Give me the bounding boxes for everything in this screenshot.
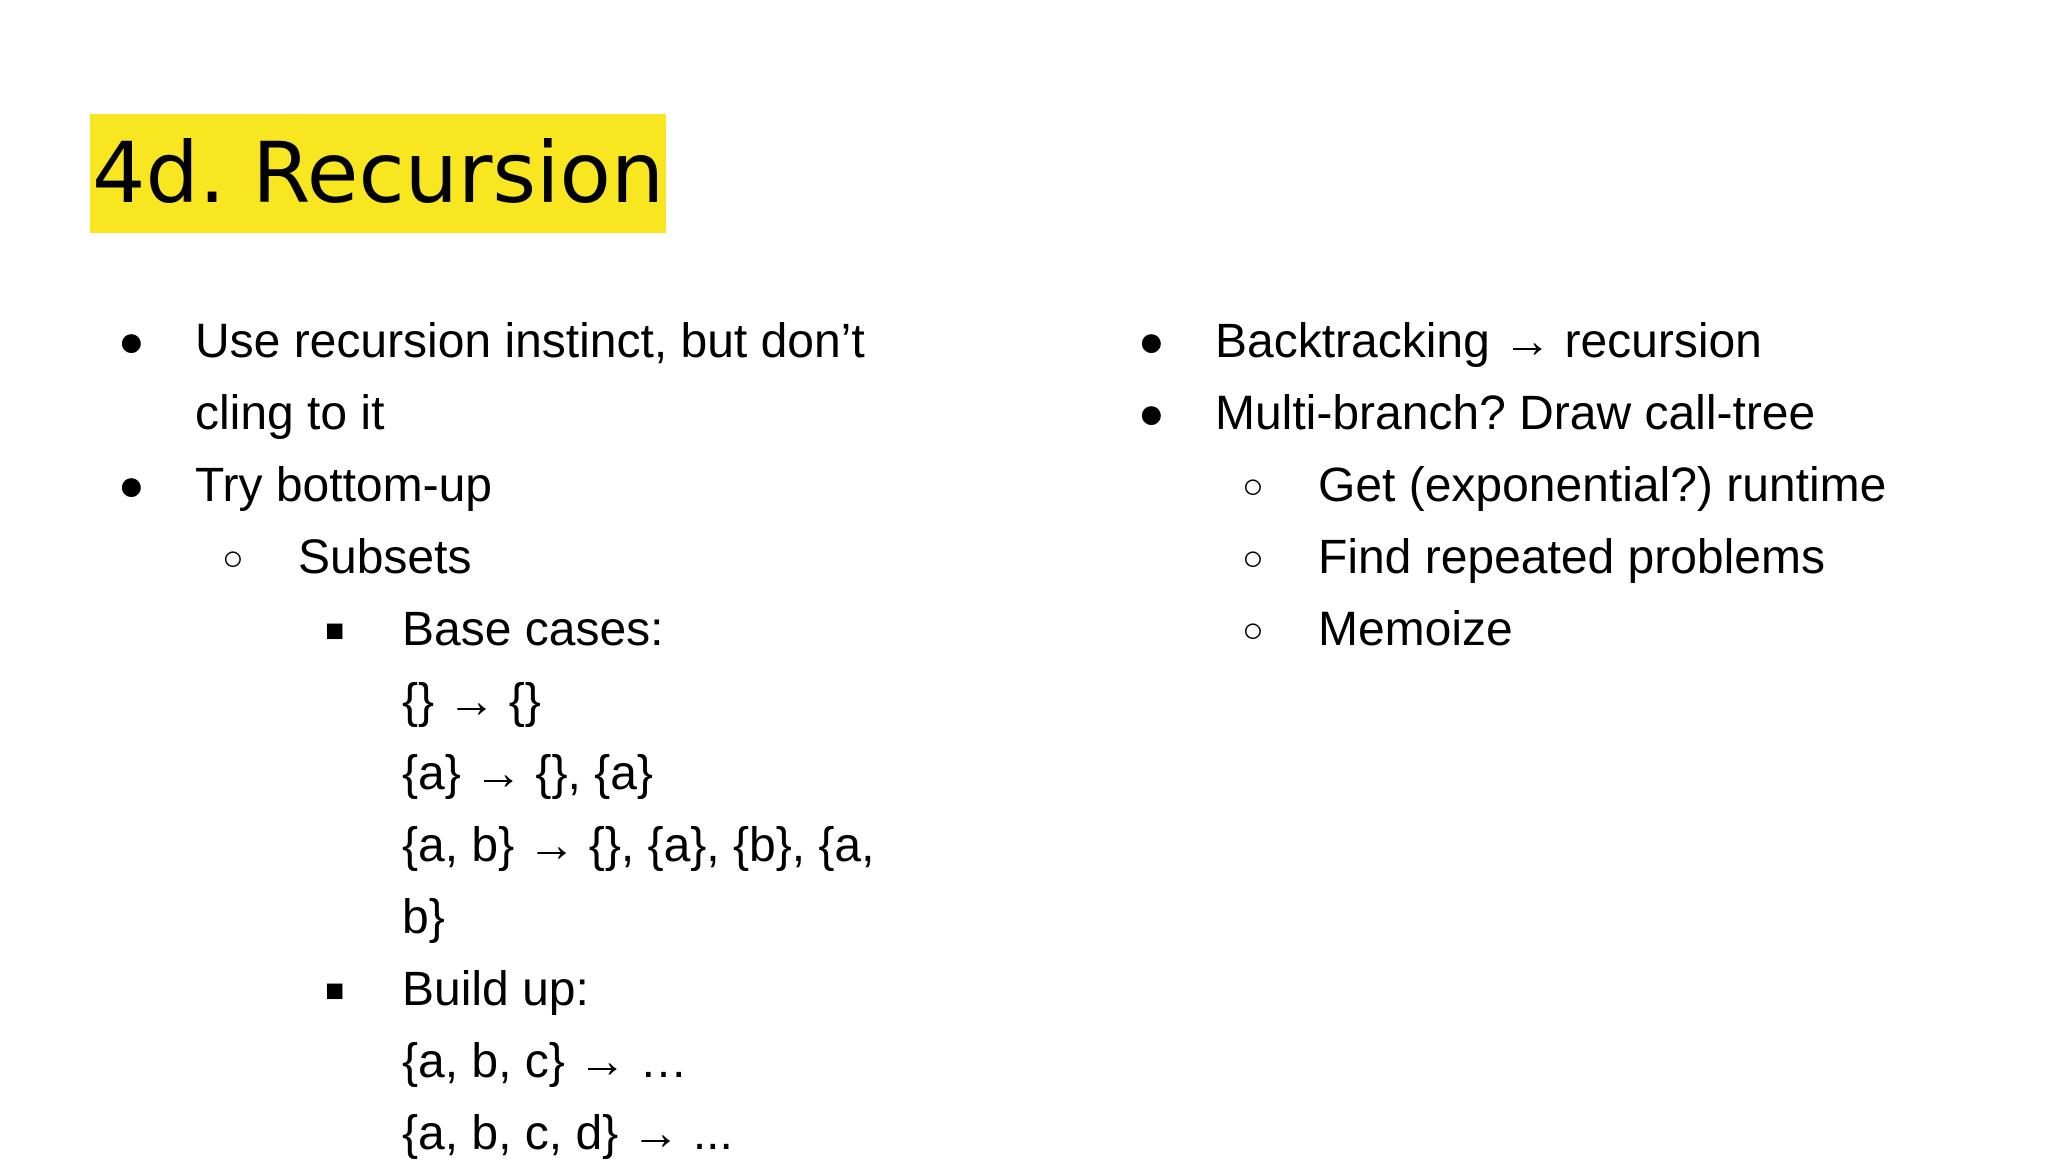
list-item xyxy=(1024,378,2024,450)
left-column xyxy=(0,306,960,1170)
list-item-label: Try bottom-up xyxy=(195,459,492,512)
list-item-label: {a} → {}, {a} xyxy=(402,747,653,800)
list-item-label: {} → {} xyxy=(402,675,541,728)
list-item-label: {a, b, c} → … xyxy=(402,1035,688,1088)
list-item-continuation xyxy=(0,1026,960,1098)
list-item xyxy=(0,594,960,666)
bullet-filled-circle-icon: ● xyxy=(1138,317,1165,366)
bullet-filled-circle-icon: ● xyxy=(118,317,145,366)
list-item-label: Get (exponential?) runtime xyxy=(1318,459,1887,512)
list-item-label: Backtracking → recursion xyxy=(1215,315,1762,368)
bullet-hollow-circle-icon: ○ xyxy=(1242,537,1264,578)
list-item-continuation xyxy=(0,666,960,738)
list-item xyxy=(1024,306,2024,378)
list-item-label: Base cases: xyxy=(402,603,664,656)
list-item xyxy=(0,522,960,594)
bullet-hollow-circle-icon: ○ xyxy=(222,537,244,578)
list-item-label: Build up: xyxy=(402,963,589,1016)
list-item-continuation xyxy=(0,1098,960,1170)
list-item-continuation xyxy=(0,810,960,954)
bullet-filled-circle-icon: ● xyxy=(118,461,145,510)
bullet-square-icon: ■ xyxy=(325,612,345,648)
bullet-filled-circle-icon: ● xyxy=(1138,389,1165,438)
list-item-label: Find repeated problems xyxy=(1318,531,1825,584)
list-item-label: Use recursion instinct, but don’t cling to it xyxy=(195,315,865,440)
list-item xyxy=(0,954,960,1026)
list-item xyxy=(1024,594,2024,666)
list-item xyxy=(0,450,960,522)
bullet-hollow-circle-icon: ○ xyxy=(1242,609,1264,650)
list-item-label: Subsets xyxy=(298,531,472,584)
slide-title-text: 4d. Recursion xyxy=(92,124,665,222)
bullet-square-icon: ■ xyxy=(325,972,345,1008)
list-item-label: Memoize xyxy=(1318,603,1513,656)
list-item-label: {a, b} → {}, {a}, {b}, {a, b} xyxy=(402,819,875,944)
list-item-label: {a, b, c, d} → ... xyxy=(402,1107,733,1160)
list-item xyxy=(1024,522,2024,594)
list-item-continuation xyxy=(0,738,960,810)
slide-title xyxy=(90,114,666,233)
list-item xyxy=(1024,450,2024,522)
list-item-label: Multi-branch? Draw call-tree xyxy=(1215,387,1816,440)
bullet-hollow-circle-icon: ○ xyxy=(1242,465,1264,506)
right-column xyxy=(1024,306,2024,666)
list-item xyxy=(0,306,960,450)
